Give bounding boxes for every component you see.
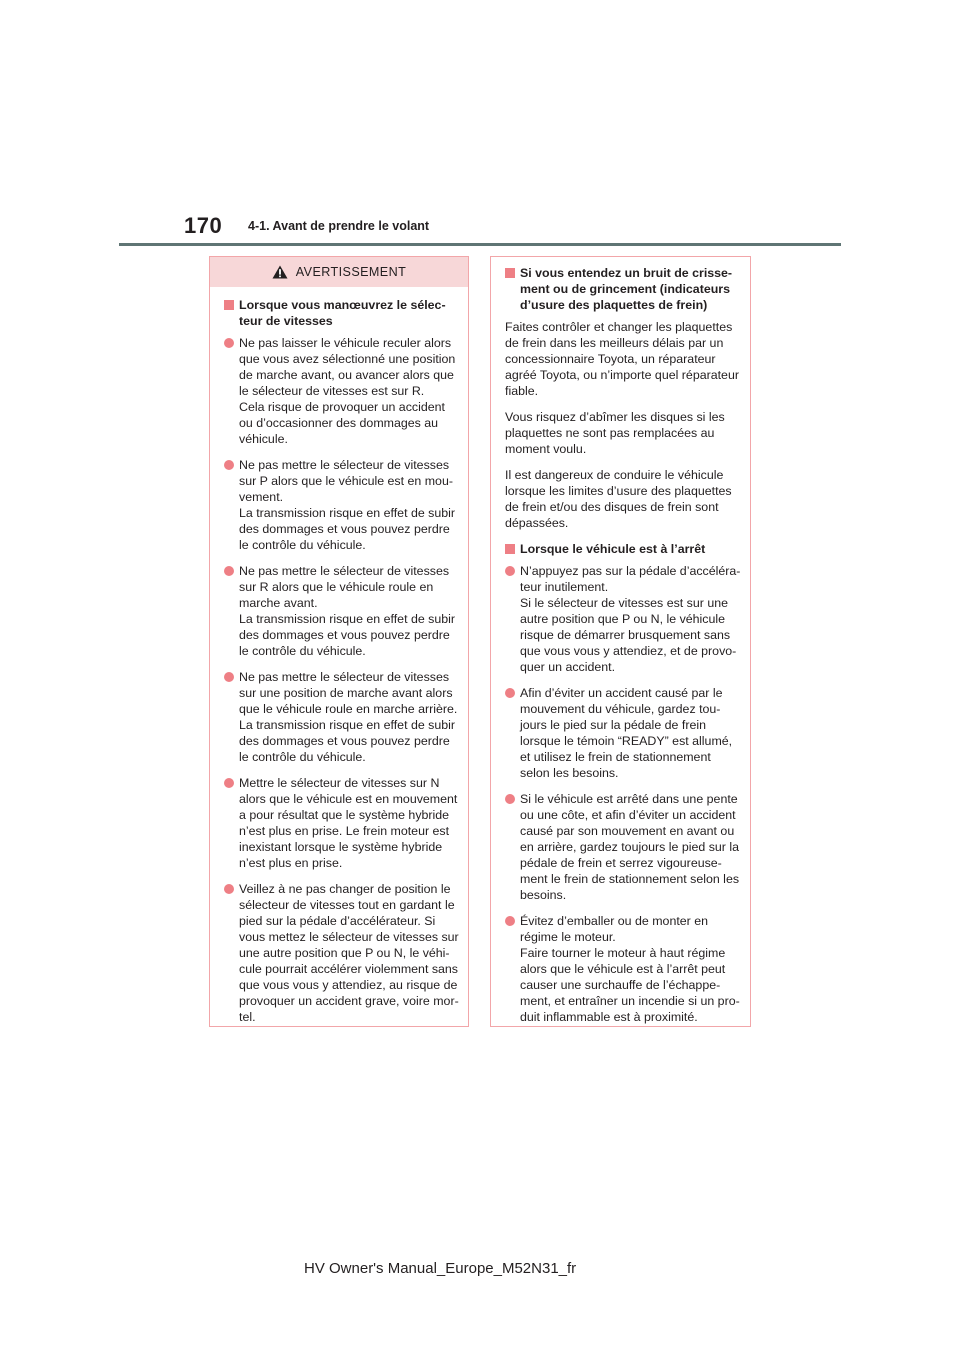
paragraph: Faites contrôler et changer les plaquettes de frein dans les meilleurs délais par un concessionnaire Toyota, un réparateur agréé Toyota, ou n’importe quel réparateur fiable. [505, 320, 739, 398]
vehicle-stopped-heading: Lorsque le véhicule est à l’arrêt [505, 541, 739, 557]
warning-bullet: Si le véhicule est arrêté dans une pente ou une côte, et afin d’éviter un accident causé par son mouvement en avant ou en arrière, gardez toujours le pied sur la pédale de frein et serrez vigoureuse- ment le frein de stationnement selon les besoins. [505, 791, 739, 903]
brake-noise-heading: Si vous entendez un bruit de crisse- ment ou de grincement (indicateurs d’usure des plaquettes de frein) [505, 265, 739, 313]
header-divider [119, 243, 841, 246]
warning-triangle-icon [272, 265, 288, 279]
warning-bullet: Mettre le sélecteur de vitesses sur N alors que le véhicule est en mouvement a pour résultat que le système hybride n’est plus en prise. Le frein moteur est inexistant lorsque le système hybride n’est plus en prise. [224, 775, 457, 871]
warning-bullet: Veillez à ne pas changer de position le sélecteur de vitesses tout en gardant le pied sur la pédale d’accélérateur. Si vous mettez le sélecteur de vitesses sur une autre position que P ou N, le véhi- cule pourrait accélérer violemment sans que vous vous y attendiez, au risque de provoquer un accident grave, voire mor- tel. [224, 881, 457, 1025]
warning-bullet: Ne pas mettre le sélecteur de vitesses sur une position de marche avant alors que le véhicule roule en marche arrière. La transmission risque en effet de subir des dommages et vous pouvez perdre le contrôle du véhicule. [224, 669, 457, 765]
page-number: 170 [184, 213, 223, 238]
warning-box [209, 256, 469, 1027]
warning-title: AVERTISSEMENT [295, 265, 407, 279]
warning-bullet: Ne pas mettre le sélecteur de vitesses sur P alors que le véhicule est en mou- vement. La transmission risque en effet de subir des dommages et vous pouvez perdre le contrôle du véhicule. [224, 457, 457, 553]
warning-box-continued [490, 256, 751, 1027]
warning-bullet: Ne pas laisser le véhicule reculer alors que vous avez sélectionné une position de marche avant, ou avancer alors que le sélecteur de vitesses est sur R. Cela risque de provoquer un accident ou d’occasionner des dommages au véhicule. [224, 335, 457, 447]
paragraph: Vous risquez d’abîmer les disques si les plaquettes ne sont pas remplacées au moment voulu. [505, 410, 725, 456]
warning-header [210, 257, 468, 287]
warning-heading: Lorsque vous manœuvrez le sélec- teur de vitesses [224, 297, 457, 329]
warning-bullet: Afin d’éviter un accident causé par le mouvement du véhicule, gardez tou- jours le pied sur la pédale de frein lorsque le témoin “READY” est allumé, et utilisez le frein de stationnement selon les besoins. [505, 685, 739, 781]
warning-bullet: Ne pas mettre le sélecteur de vitesses sur R alors que le véhicule roule en marche avant. La transmission risque en effet de subir des dommages et vous pouvez perdre le contrôle du véhicule. [224, 563, 457, 659]
warning-bullet: Évitez d’emballer ou de monter en régime le moteur. Faire tourner le moteur à haut régime alors que le véhicule est à l’arrêt peut causer une surchauffe de l’échappe- ment, et entraîner un incendie si un pro- duit inflammable est à proximité. [505, 913, 739, 1025]
paragraph: Il est dangereux de conduire le véhicule lorsque les limites d’usure des plaquettes de frein et/ou des disques de frein sont dépassées. [505, 468, 732, 530]
section-title: 4-1. Avant de prendre le volant [248, 219, 430, 233]
footer-text: HV Owner's Manual_Europe_M52N31_fr [304, 1260, 577, 1277]
warning-bullet: N’appuyez pas sur la pédale d’accéléra- teur inutilement. Si le sélecteur de vitesses est sur une autre position que P ou N, le véhicule risque de démarrer brusquement sans que vous vous y attendiez, et de provo- quer un accident. [505, 563, 739, 675]
